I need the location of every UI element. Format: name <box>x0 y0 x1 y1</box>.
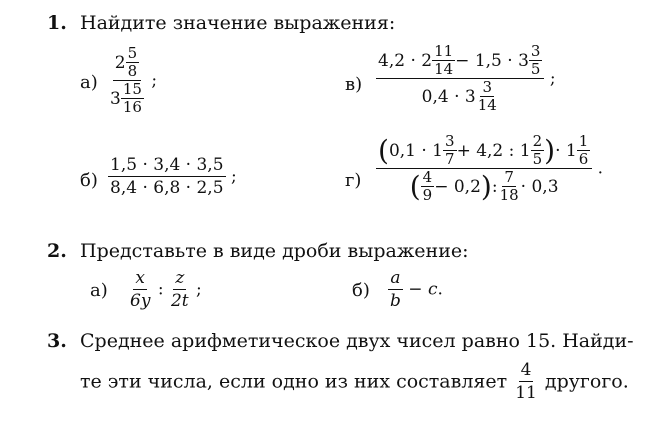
fraction-2b: $\frac{a}{b}$ <box>390 268 401 311</box>
problem-1-title: Найдите значение выражения: <box>80 12 396 34</box>
item-1v-label: в) <box>345 74 363 95</box>
fraction-2a-2: $\frac{z}{2t}$ <box>170 268 189 311</box>
item-1b-label: б) <box>80 170 98 191</box>
fraction-3: $\frac{4}{11}$ <box>515 360 537 403</box>
item-2b-label: б) <box>352 280 370 301</box>
problem-3-line-2: те эти числа, если одно из них составляет $\frac{4}{11}$ другого. <box>80 360 629 403</box>
fraction-1g: ( 0,1 · 1 $\frac{3}{7}$ + 4,2 : 1 $\frac{2}{5}$ ) · 1 $\frac{1}{6}$ ( $\frac{4}{9}$ − 0,2 ) : $\frac{7}{18}$ · 0,3 <box>376 134 592 203</box>
expression-1b: $\frac{1,5 \cdot 3,4 \cdot 3,5}{8,4 \cdot 6,8 \cdot 2,5}$ ; <box>110 155 237 198</box>
expression-1v: 4,2 · 2 $\frac{11}{14}$ − 1,5 · 3 $\frac{3}{5}$ 0,4 · 3 $\frac{3}{14}$ ; <box>378 42 556 114</box>
item-2a-label: а) <box>90 280 108 301</box>
expression-1g: ( 0,1 · 1 $\frac{3}{7}$ + 4,2 : 1 $\frac{2}{5}$ ) · 1 $\frac{1}{6}$ ( $\frac{4}{9}$ − 0,2 ) : $\frac{7}{18}$ · 0,3 . <box>378 132 604 204</box>
problem-3-line-1: Среднее арифметическое двух чисел равно 15. Найди- <box>80 330 634 352</box>
problem-3-number: 3. <box>47 330 67 352</box>
fraction-1b: $\frac{1,5 \cdot 3,4 \cdot 3,5}{8,4 \cdot 6,8 \cdot 2,5}$ <box>110 155 224 198</box>
problem-1-number: 1. <box>47 12 67 34</box>
fraction-1a: 2 $\frac{5}{8}$ 3 $\frac{15}{16}$ <box>110 44 142 116</box>
problem-2-title: Представьте в виде дроби выражение: <box>80 240 469 262</box>
problem-2-number: 2. <box>47 240 67 262</box>
fraction-2a-1: $\frac{x}{6y}$ <box>130 268 151 311</box>
expression-2a: $\frac{x}{6y}$ : $\frac{z}{2t}$ ; <box>130 268 202 311</box>
expression-1a: 2 $\frac{5}{8}$ 3 $\frac{15}{16}$ ; <box>110 44 158 116</box>
item-1a-label: а) <box>80 72 98 93</box>
fraction-1v: 4,2 · 2 $\frac{11}{14}$ − 1,5 · 3 $\frac{3}{5}$ 0,4 · 3 $\frac{3}{14}$ <box>376 44 544 113</box>
expression-2b: $\frac{a}{b}$ − c. <box>390 268 443 311</box>
item-1g-label: г) <box>345 170 362 191</box>
